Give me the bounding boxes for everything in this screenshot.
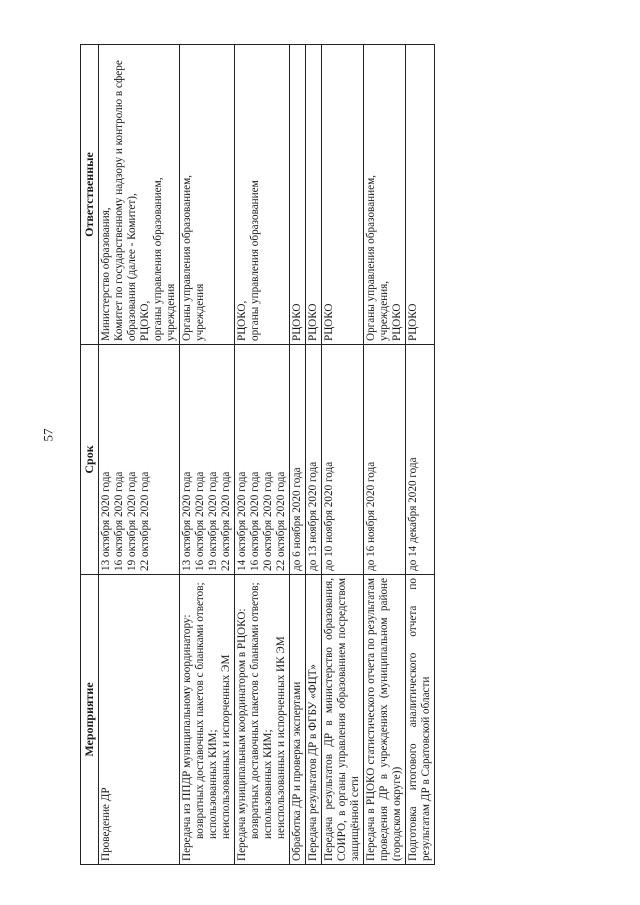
responsible-line: РЦОКО	[407, 303, 419, 341]
deadline-line: 20 октября 2020 года	[262, 471, 274, 571]
table-row	[306, 45, 322, 865]
cell-deadline	[180, 345, 235, 575]
responsible-line: РЦОКО	[391, 303, 403, 341]
deadline-line: до 14 декабря 2020 года	[407, 457, 419, 571]
cell-event	[406, 575, 435, 865]
rotated-table	[80, 45, 520, 865]
table-row	[322, 45, 364, 865]
cell-event	[322, 575, 364, 865]
page-number	[40, 420, 56, 450]
responsible-line: РЦОКО,	[139, 300, 151, 341]
deadline-line: 14 октября 2020 года	[236, 471, 248, 571]
event-line: Подготовка итогового аналитического отчета по результатам ДР в Саратовской области	[407, 578, 432, 861]
schedule-table-container	[80, 45, 520, 865]
responsible-line: РЦОКО	[291, 303, 303, 341]
deadline-line: 19 октября 2020 года	[126, 471, 138, 571]
table-row	[180, 45, 235, 865]
table-row	[364, 45, 406, 865]
responsible-line: Министерство образования,	[100, 207, 112, 341]
cell-responsible	[364, 45, 406, 345]
deadline-line: 13 октября 2020 года	[100, 471, 112, 571]
deadline-line: 22 октября 2020 года	[220, 471, 232, 571]
header-responsible: Ответственные	[81, 45, 99, 345]
cell-deadline	[235, 345, 290, 575]
event-line: неиспользованных и испорченных ЭМ	[220, 654, 232, 839]
cell-deadline	[290, 345, 306, 575]
event-line: Передача муниципальным координатором в РЦОКО:	[236, 608, 248, 861]
cell-event	[99, 575, 180, 865]
event-line: Обработка ДР и проверка экспертами	[291, 681, 303, 861]
cell-event	[306, 575, 322, 865]
deadline-line: 13 октября 2020 года	[181, 471, 193, 571]
event-line: Проведение ДР	[100, 787, 112, 861]
schedule-table	[80, 44, 435, 865]
responsible-line: Комитет по государственному надзору и контролю в сфере образования (далее - Комитет),	[113, 60, 138, 341]
page-number-text: 57	[40, 428, 55, 442]
responsible-line: учреждения,	[378, 280, 390, 341]
cell-responsible	[290, 45, 306, 345]
event-line: Передача результатов ДР в министерство образования, СОИРО, в органы управления образованием посредством защищённой сети	[323, 578, 361, 861]
cell-responsible	[406, 45, 435, 345]
header-event: Мероприятие	[81, 575, 99, 865]
table-row	[235, 45, 290, 865]
event-line: возвратных доставочных пакетов с бланками ответов;	[194, 582, 206, 839]
cell-deadline	[322, 345, 364, 575]
responsible-line: Органы управления образованием,	[181, 175, 193, 341]
deadline-line: до 10 ноября 2020 года	[323, 461, 335, 571]
table-header-row	[81, 45, 99, 865]
deadline-line: 22 октября 2020 года	[275, 471, 287, 571]
cell-deadline	[364, 345, 406, 575]
deadline-line: 22 октября 2020 года	[139, 471, 151, 571]
responsible-line: Органы управления образованием,	[365, 175, 377, 341]
cell-responsible	[235, 45, 290, 345]
cell-deadline	[99, 345, 180, 575]
table-row	[406, 45, 435, 865]
cell-event	[290, 575, 306, 865]
event-line: использованных КИМ;	[207, 729, 219, 839]
responsible-line: органы управления образованием	[249, 180, 261, 341]
event-line: Передача из ППДР муниципальному координатору:	[181, 614, 193, 861]
cell-responsible	[322, 45, 364, 345]
deadline-line: до 13 ноября 2020 года	[307, 461, 319, 571]
responsible-line: РЦОКО	[323, 303, 335, 341]
event-line: неиспользованных и испорченных ИК ЭМ	[275, 636, 287, 839]
cell-responsible	[180, 45, 235, 345]
table-row	[290, 45, 306, 865]
deadline-line: 16 октября 2020 года	[113, 471, 125, 571]
deadline-line: до 16 ноября 2020 года	[365, 461, 377, 571]
responsible-line: учреждения	[165, 283, 177, 341]
deadline-line: 16 октября 2020 года	[194, 471, 206, 571]
deadline-line: 16 октября 2020 года	[249, 471, 261, 571]
cell-event	[235, 575, 290, 865]
event-line: возвратных доставочных пакетов с бланками ответов;	[249, 582, 261, 839]
event-line: Передача в РЦОКО статистического отчета по результатам проведения ДР в учреждениях (муниципальном районе (городском округе))	[365, 578, 403, 861]
cell-deadline	[306, 345, 322, 575]
cell-event	[180, 575, 235, 865]
table-row	[99, 45, 180, 865]
responsible-line: учреждения	[194, 283, 206, 341]
responsible-line: органы управления образованием,	[152, 177, 164, 341]
header-deadline: Срок	[81, 345, 99, 575]
event-line: Передача результатов ДР в ФГБУ «ФЦТ»	[307, 664, 319, 861]
table-body	[99, 45, 435, 865]
deadline-line: до 6 ноября 2020 года	[291, 467, 303, 571]
cell-responsible	[99, 45, 180, 345]
responsible-line: РЦОКО,	[236, 300, 248, 341]
cell-deadline	[406, 345, 435, 575]
cell-event	[364, 575, 406, 865]
event-line: использованных КИМ;	[262, 729, 274, 839]
cell-responsible	[306, 45, 322, 345]
responsible-line: РЦОКО	[307, 303, 319, 341]
deadline-line: 19 октября 2020 года	[207, 471, 219, 571]
